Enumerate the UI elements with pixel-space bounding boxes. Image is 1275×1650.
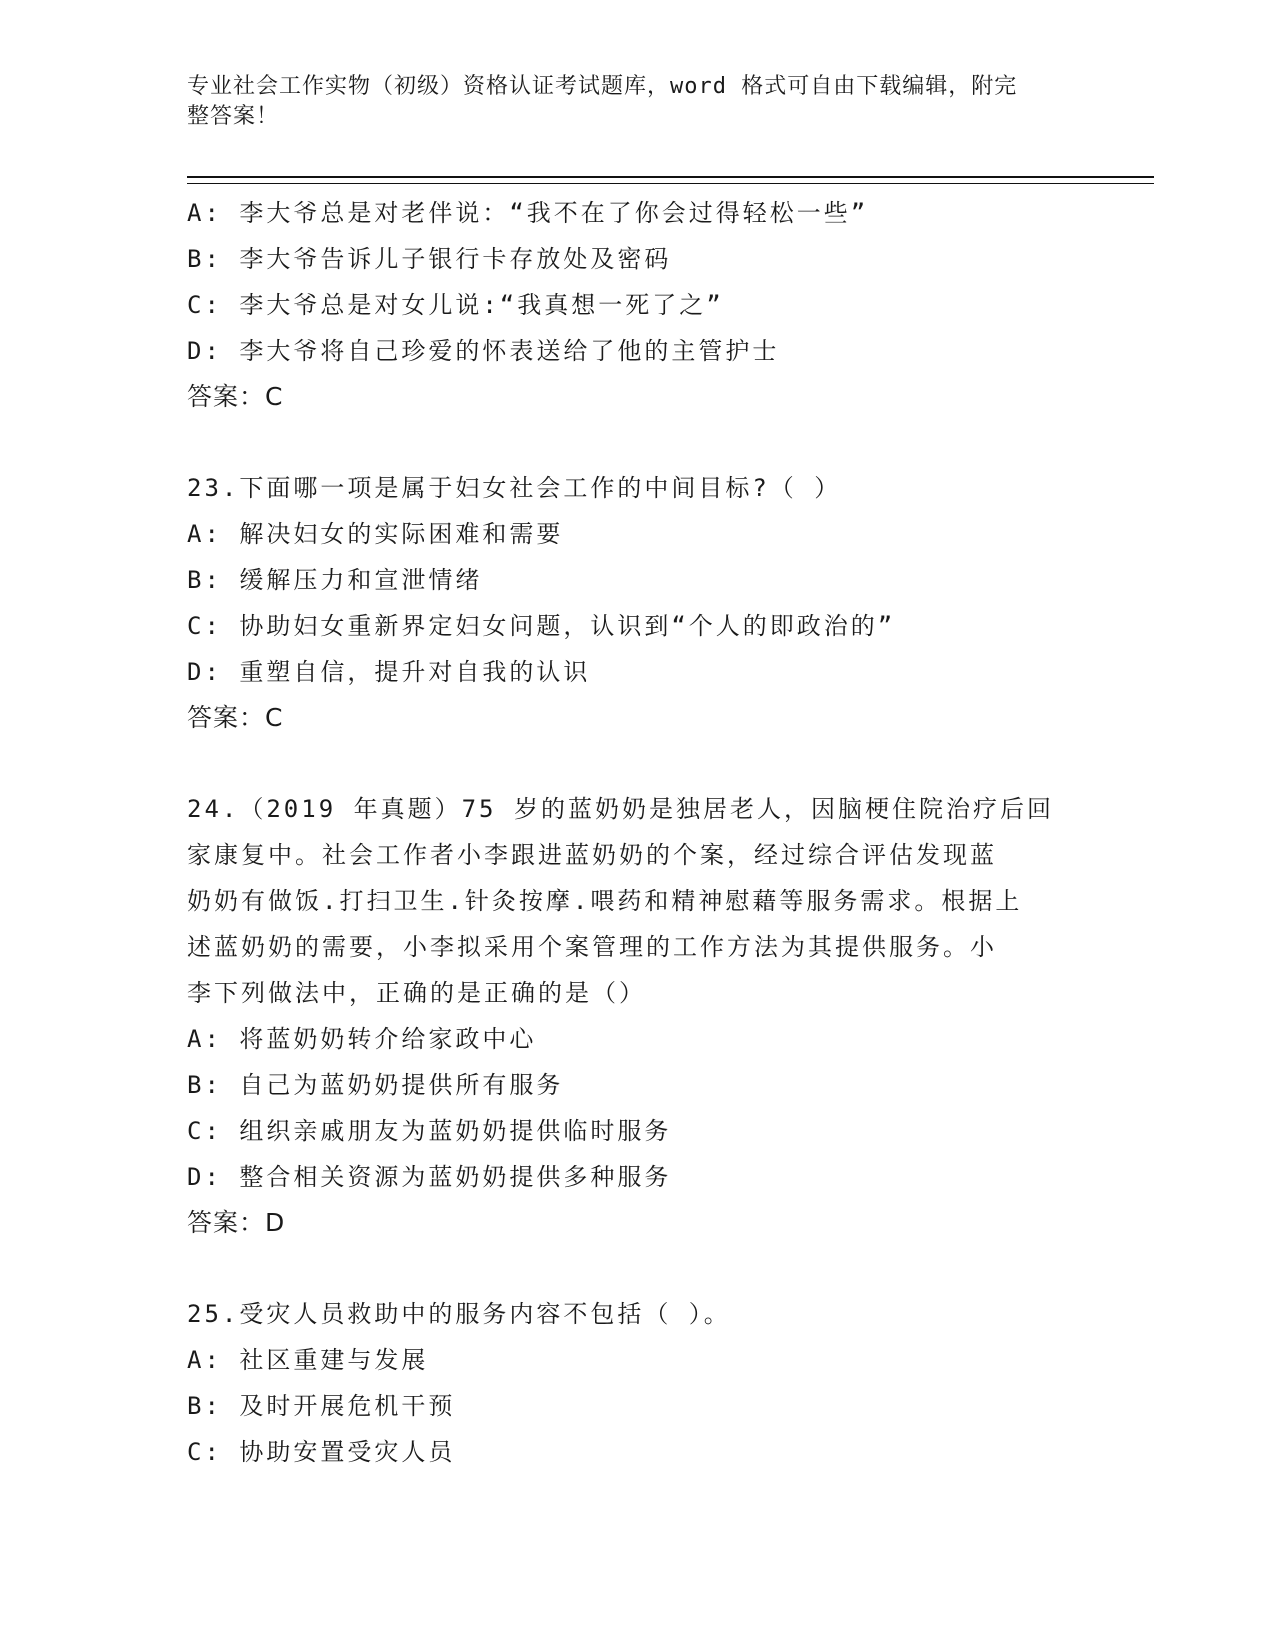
- option-b: B: 及时开展危机干预: [187, 1392, 456, 1420]
- stem-line: 奶奶有做饭.打扫卫生.针灸按摩.喂药和精神慰藉等服务需求。根据上: [187, 887, 1023, 915]
- option-c: C: 协助妇女重新界定妇女问题，认识到“个人的即政治的”: [187, 612, 896, 640]
- question-24: [187, 786, 1087, 1246]
- answer: 答案：C: [187, 703, 284, 732]
- option-b: B: 缓解压力和宣泄情绪: [187, 566, 483, 594]
- option-a: A: 将蓝奶奶转介给家政中心: [187, 1025, 537, 1053]
- option-c: C: 李大爷总是对女儿说:“我真想一死了之”: [187, 291, 724, 319]
- stem-line: 述蓝奶奶的需要，小李拟采用个案管理的工作方法为其提供服务。小: [187, 933, 997, 961]
- option-a: A: 解决妇女的实际困难和需要: [187, 520, 564, 548]
- answer: 答案：C: [187, 382, 284, 411]
- question-23: [187, 465, 1087, 741]
- stem-line: 李下列做法中，正确的是正确的是（）: [187, 979, 646, 1007]
- spacer: [187, 1246, 1087, 1291]
- option-d: D: 整合相关资源为蓝奶奶提供多种服务: [187, 1163, 672, 1191]
- question-list: [187, 190, 1087, 1475]
- header-line-1: 专业社会工作实物（初级）资格认证考试题库，word 格式可自由下载编辑，附完: [187, 74, 1018, 99]
- stem-line: 24.（2019 年真题）75 岁的蓝奶奶是独居老人，因脑梗住院治疗后回: [187, 795, 1054, 823]
- option-b: B: 李大爷告诉儿子银行卡存放处及密码: [187, 245, 672, 273]
- header-line-2: 整答案！: [187, 104, 280, 129]
- option-d: D: 李大爷将自己珍爱的怀表送给了他的主管护士: [187, 337, 780, 365]
- document-header: [187, 72, 1067, 132]
- option-a: A: 李大爷总是对老伴说：“我不在了你会过得轻松一些”: [187, 199, 869, 227]
- option-c: C: 组织亲戚朋友为蓝奶奶提供临时服务: [187, 1117, 672, 1145]
- question-stem: 23.下面哪一项是属于妇女社会工作的中间目标?（ ）: [187, 474, 842, 502]
- question-22: [187, 190, 1087, 420]
- spacer: [187, 741, 1087, 786]
- question-25: [187, 1291, 1087, 1475]
- question-stem: 25.受灾人员救助中的服务内容不包括（ ）。: [187, 1300, 731, 1328]
- stem-line: 家康复中。社会工作者小李跟进蓝奶奶的个案，经过综合评估发现蓝: [187, 841, 997, 869]
- option-a: A: 社区重建与发展: [187, 1346, 429, 1374]
- option-d: D: 重塑自信，提升对自我的认识: [187, 658, 591, 686]
- option-b: B: 自己为蓝奶奶提供所有服务: [187, 1071, 564, 1099]
- spacer: [187, 420, 1087, 465]
- option-c: C: 协助安置受灾人员: [187, 1438, 456, 1466]
- question-stem: [187, 786, 1087, 1016]
- header-divider: [187, 176, 1154, 184]
- answer: 答案：D: [187, 1208, 286, 1237]
